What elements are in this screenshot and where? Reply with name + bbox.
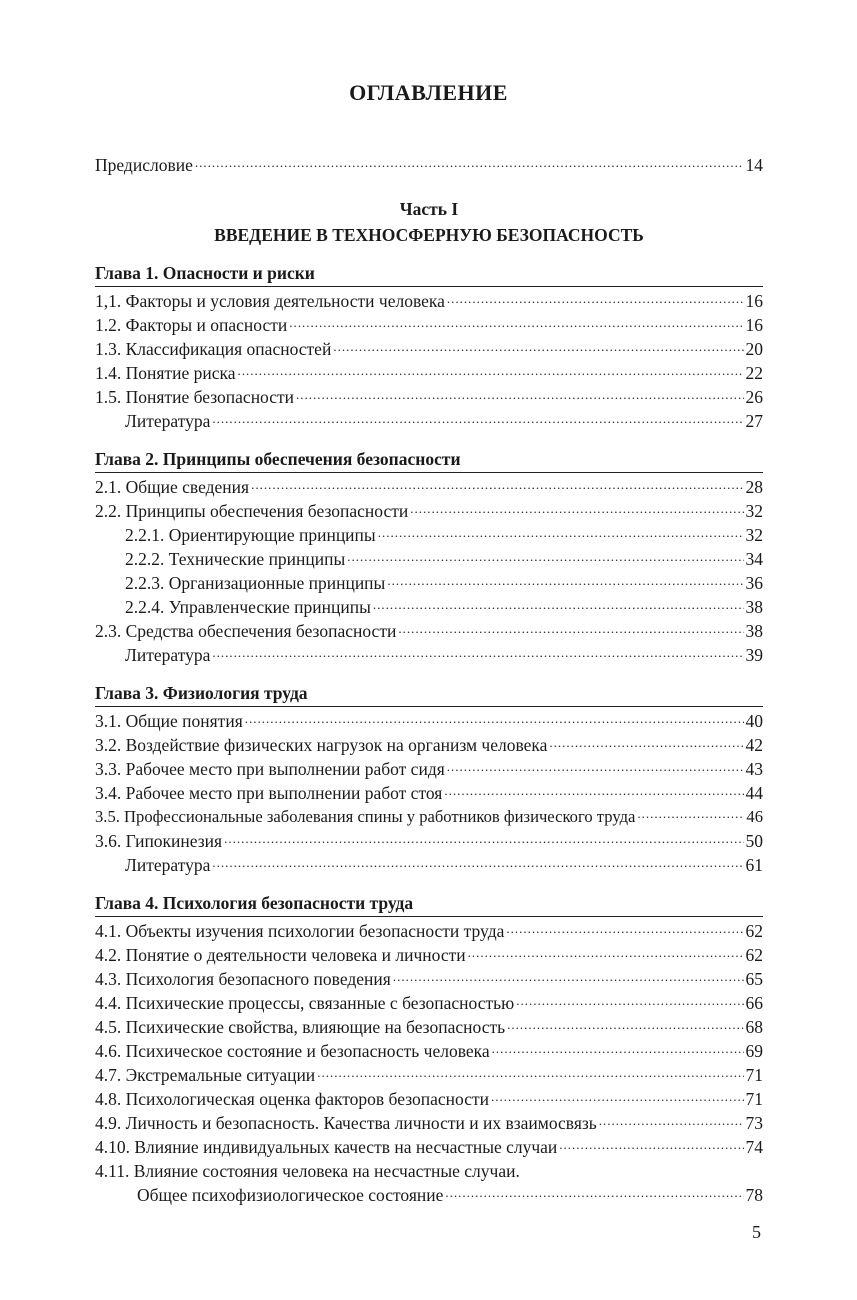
entry-title: 4.3. Психология безопасного поведения [95, 969, 391, 989]
dot-leader [507, 1011, 743, 1037]
dot-leader [212, 639, 743, 665]
entry-title: 2.3. Средства обеспечения безопасности [95, 621, 397, 641]
entry-page: 66 [745, 993, 763, 1013]
entry-title: 4.5. Психические свойства, влияющие на безопасность [95, 1017, 506, 1037]
dot-leader [491, 1083, 744, 1109]
entry-title: 4.1. Объекты изучения психологии безопасности труда [95, 921, 505, 941]
toc-entry-literature[interactable] [95, 853, 763, 877]
part-label: Часть I [399, 199, 459, 219]
entry-title: 3.6. Гипокинезия [95, 831, 223, 851]
entry-page: 32 [745, 501, 763, 521]
dot-leader [637, 801, 744, 826]
entry-page: 38 [745, 621, 763, 641]
entry-page: 27 [745, 411, 763, 431]
entry-page: 39 [745, 645, 763, 665]
toc-entry-literature[interactable] [95, 643, 763, 667]
dot-leader [387, 567, 743, 593]
entry-page: 62 [745, 945, 763, 965]
entry-title: 1.2. Факторы и опасности [95, 315, 288, 335]
entry-title: Общее психофизиологическое состояние [137, 1185, 444, 1205]
entry-page: 16 [745, 291, 763, 311]
dot-leader [333, 333, 743, 359]
dot-leader [492, 1035, 744, 1061]
entry-title: 4.8. Психологическая оценка факторов безопасности [95, 1089, 489, 1109]
entry-title: 4.6. Психическое состояние и безопасность человека [95, 1041, 490, 1061]
entry-page: 36 [745, 573, 763, 593]
entry-title: 3.1. Общие понятия [95, 711, 243, 731]
dot-leader [237, 357, 743, 383]
entry-title: 2.2.2. Технические принципы [125, 549, 346, 569]
entry-page: 78 [745, 1185, 763, 1205]
entry-title: 2.1. Общие сведения [95, 477, 250, 497]
dot-leader [245, 705, 744, 731]
dot-leader [447, 753, 744, 779]
dot-leader [445, 1179, 743, 1205]
entry-page: 74 [745, 1137, 763, 1157]
entry-title: 1.3. Классификация опасностей [95, 339, 332, 359]
entry-title: 2.2.3. Организационные принципы [125, 573, 386, 593]
entry-page: 43 [745, 759, 763, 779]
entry-title: 1.5. Понятие безопасности [95, 387, 295, 407]
entry-page: 73 [745, 1113, 763, 1133]
dot-leader [549, 729, 743, 755]
entry-page: 32 [745, 525, 763, 545]
dot-leader [410, 495, 743, 521]
entry-title: Литература [125, 645, 211, 665]
entry-page: 62 [745, 921, 763, 941]
entry-title: 4.4. Психические процессы, связанные с безопасностью [95, 993, 515, 1013]
entry-page: 42 [745, 735, 763, 755]
chapter-heading[interactable]: Глава 1. Опасности и риски [95, 263, 315, 283]
dot-leader [378, 519, 744, 545]
toc-entry-title-line1[interactable]: 4.11. Влияние состояния человека на несчастные случаи. [95, 1161, 520, 1181]
dot-leader [373, 591, 744, 617]
entry-title: Предисловие [95, 155, 193, 175]
entry-title: 3.2. Воздействие физических нагрузок на организм человека [95, 735, 548, 755]
dot-leader [296, 381, 743, 407]
dot-leader [317, 1059, 743, 1085]
entry-page: 71 [745, 1065, 763, 1085]
entry-page: 71 [745, 1089, 763, 1109]
dot-leader [516, 987, 743, 1013]
dot-leader [444, 777, 743, 803]
toc-entry-preface[interactable] [95, 153, 763, 177]
dot-leader [447, 285, 744, 311]
entry-title: Литература [125, 855, 211, 875]
dot-leader [347, 543, 743, 569]
entry-title: Литература [125, 411, 211, 431]
entry-title: 4.9. Личность и безопасность. Качества личности и их взаимосвязь [95, 1113, 597, 1133]
entry-title: 2.2.1. Ориентирующие принципы [125, 525, 376, 545]
dot-leader [212, 849, 743, 875]
part-title: ВВЕДЕНИЕ В ТЕХНОСФЕРНУЮ БЕЗОПАСНОСТЬ [214, 225, 644, 245]
entry-title: 2.2. Принципы обеспечения безопасности [95, 501, 409, 521]
page-number: 5 [752, 1222, 761, 1242]
entry-title: 1,1. Факторы и условия деятельности человека [95, 291, 445, 311]
page-title: ОГЛАВЛЕНИЕ [349, 80, 508, 105]
entry-title: 3.3. Рабочее место при выполнении работ сидя [95, 759, 445, 779]
dot-leader [559, 1131, 743, 1157]
dot-leader [393, 963, 744, 989]
entry-page: 65 [745, 969, 763, 989]
entry-page: 69 [745, 1041, 763, 1061]
entry-page: 14 [745, 155, 763, 175]
dot-leader [289, 309, 743, 335]
entry-title: 4.2. Понятие о деятельности человека и личности [95, 945, 466, 965]
chapter-heading[interactable]: Глава 4. Психология безопасности труда [95, 893, 414, 913]
entry-title: 3.5. Профессиональные заболевания спины у работников физического труда [95, 807, 636, 826]
dot-leader [468, 939, 744, 965]
entry-page: 26 [745, 387, 763, 407]
toc-entry-literature[interactable] [95, 409, 763, 433]
toc-entry[interactable] [95, 1183, 763, 1207]
entry-page: 40 [745, 711, 763, 731]
entry-page: 68 [745, 1017, 763, 1037]
dot-leader [224, 825, 743, 851]
entry-title: 4.7. Экстремальные ситуации [95, 1065, 316, 1085]
dot-leader [398, 615, 743, 641]
entry-page: 46 [746, 807, 763, 826]
entry-page: 20 [745, 339, 763, 359]
entry-page: 44 [745, 783, 763, 803]
entry-page: 28 [745, 477, 763, 497]
chapter-heading[interactable]: Глава 3. Физиология труда [95, 683, 308, 703]
entry-page: 50 [745, 831, 763, 851]
toc-entry[interactable] [95, 1135, 763, 1159]
entry-page: 22 [745, 363, 763, 383]
dot-leader [212, 405, 743, 431]
dot-leader [251, 471, 743, 497]
chapter-heading[interactable]: Глава 2. Принципы обеспечения безопасности [95, 449, 461, 469]
entry-title: 1.4. Понятие риска [95, 363, 236, 383]
entry-title: 4.10. Влияние индивидуальных качеств на несчастные случаи [95, 1137, 558, 1157]
entry-title: 2.2.4. Управленческие принципы [125, 597, 371, 617]
dot-leader [195, 149, 744, 175]
entry-page: 61 [745, 855, 763, 875]
entry-title: 3.4. Рабочее место при выполнении работ стоя [95, 783, 443, 803]
dot-leader [599, 1107, 744, 1133]
entry-page: 34 [745, 549, 763, 569]
entry-page: 38 [745, 597, 763, 617]
entry-page: 16 [745, 315, 763, 335]
dot-leader [506, 915, 743, 941]
